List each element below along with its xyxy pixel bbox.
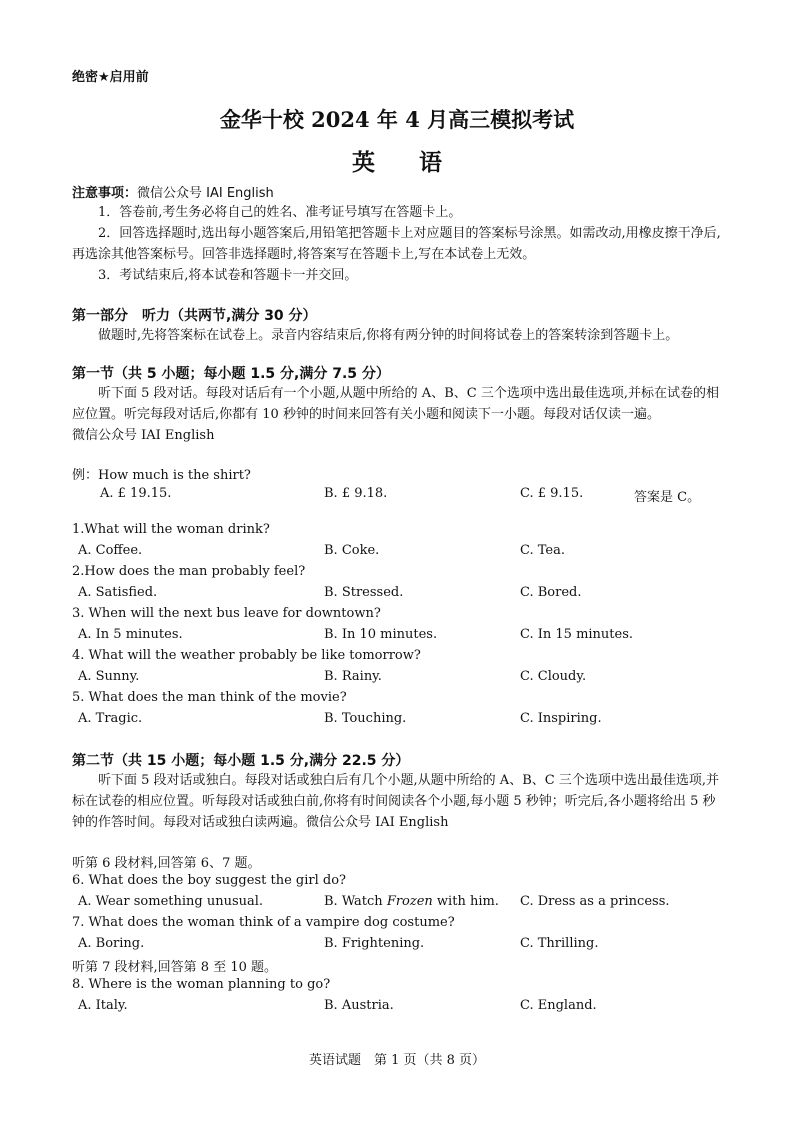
section1-intro: 听下面 5 段对话。每段对话后有一个小题,从题中所给的 A、B、C 三个选项中选出最佳选项,并标在试卷的相应位置。听完每段对话后,你都有 10 秒钟的时间来回答有关小题和阅读下一小题。每段对话仅读一遍。 <box>72 386 719 422</box>
q2-option-b: B. Stressed. <box>324 585 404 600</box>
q4-option-c: C. Cloudy. <box>520 669 587 684</box>
section1-heading: 第一节（共 5 小题；每小题 1.5 分,满分 7.5 分） <box>72 366 390 382</box>
q6-option-a: A. Wear something unusual. <box>78 894 264 909</box>
q1-option-c: C. Tea. <box>520 543 565 558</box>
q1-option-b: B. Coke. <box>324 543 380 558</box>
notice-heading-label: 注意事项： <box>72 186 138 201</box>
q3-option-a: A. In 5 minutes. <box>78 627 183 642</box>
example-option-a: A. £ 19.15. <box>100 486 172 501</box>
example-option-b: B. £ 9.18. <box>324 486 388 501</box>
q2-option-c: C. Bored. <box>520 585 582 600</box>
page-footer: 英语试题 第 1 页（共 8 页） <box>308 1053 486 1068</box>
section2-intro: 听下面 5 段对话或独白。每段对话或独白后有几个小题,从题中所给的 A、B、C 三个选项中选出最佳选项,并标在试卷的相应位置。听每段对话或独白前,你将有时间阅读各个小题,每小题 5 秒钟；听完后,各小题将给出 5 秒钟的作答时间。每段对话或独白读两遍。微信公众号 IAI English <box>72 773 719 830</box>
question-4: 4. What will the weather probably be like tomorrow? <box>72 648 421 663</box>
material-7-instruction: 听第 7 段材料,回答第 8 至 10 题。 <box>72 960 278 975</box>
q7-option-a: A. Boring. <box>78 936 145 951</box>
q1-option-a: A. Coffee. <box>78 543 143 558</box>
notice-item-3: 3．考试结束后,将本试卷和答题卡一并交回。 <box>98 268 358 283</box>
q4-option-b: B. Rainy. <box>324 669 382 684</box>
example-answer: 答案是 C。 <box>634 490 701 505</box>
notice-wechat: 微信公众号 IAI English <box>137 186 274 201</box>
q7-option-c: C. Thrilling. <box>520 936 599 951</box>
q7-option-b: B. Frightening. <box>324 936 425 951</box>
notice-item-1: 1．答卷前,考生务必将自己的姓名、准考证号填写在答题卡上。 <box>98 205 462 220</box>
part1-intro: 做题时,先将答案标在试卷上。录音内容结束后,你将有两分钟的时间将试卷上的答案转涂到答题卡上。 <box>98 328 679 343</box>
q6-option-c: C. Dress as a princess. <box>520 894 670 909</box>
question-5: 5. What does the man think of the movie? <box>72 690 347 705</box>
confidential-label: 绝密★启用前 <box>72 70 149 85</box>
q5-option-a: A. Tragic. <box>78 711 143 726</box>
q5-option-b: B. Touching. <box>324 711 407 726</box>
q3-option-b: B. In 10 minutes. <box>324 627 438 642</box>
section1-wechat: 微信公众号 IAI English <box>72 428 215 443</box>
example-question: 例：How much is the shirt? <box>72 468 251 483</box>
question-3: 3. When will the next bus leave for downtown? <box>72 606 381 621</box>
q6-option-b <box>324 894 499 909</box>
part1-heading: 第一部分 听力（共两节,满分 30 分） <box>72 308 317 324</box>
q8-option-c: C. England. <box>520 998 597 1013</box>
exam-title: 金华十校 2024 年 4 月高三模拟考试 <box>219 107 575 132</box>
q8-option-a: A. Italy. <box>78 998 128 1013</box>
question-1: 1.What will the woman drink? <box>72 522 270 537</box>
q2-option-a: A. Satisfied. <box>78 585 158 600</box>
notice-heading <box>72 182 274 201</box>
material-6-instruction: 听第 6 段材料,回答第 6、7 题。 <box>72 856 261 871</box>
question-8: 8. Where is the woman planning to go? <box>72 977 331 992</box>
subject-title: 英 语 <box>351 149 460 176</box>
q3-option-c: C. In 15 minutes. <box>520 627 634 642</box>
q6-option-b-pre: B. Watch <box>324 894 387 909</box>
question-2: 2.How does the man probably feel? <box>72 564 306 579</box>
notice-item-2: 2．回答选择题时,选出每小题答案后,用铅笔把答题卡上对应题目的答案标号涂黑。如需改动,用橡皮擦干净后,再选涂其他答案标号。回答非选择题时,将答案写在答题卡上,写在本试卷上无效。 <box>72 226 721 262</box>
q4-option-a: A. Sunny. <box>78 669 140 684</box>
q6-option-b-title: Frozen <box>386 894 433 909</box>
question-6: 6. What does the boy suggest the girl do? <box>72 873 347 888</box>
q5-option-c: C. Inspiring. <box>520 711 602 726</box>
q6-option-b-post: with him. <box>432 894 499 909</box>
section2-heading: 第二节（共 15 小题；每小题 1.5 分,满分 22.5 分） <box>72 753 410 769</box>
question-7: 7. What does the woman think of a vampire dog costume? <box>72 915 455 930</box>
q8-option-b: B. Austria. <box>324 998 394 1013</box>
example-option-c: C. £ 9.15. <box>520 486 584 501</box>
